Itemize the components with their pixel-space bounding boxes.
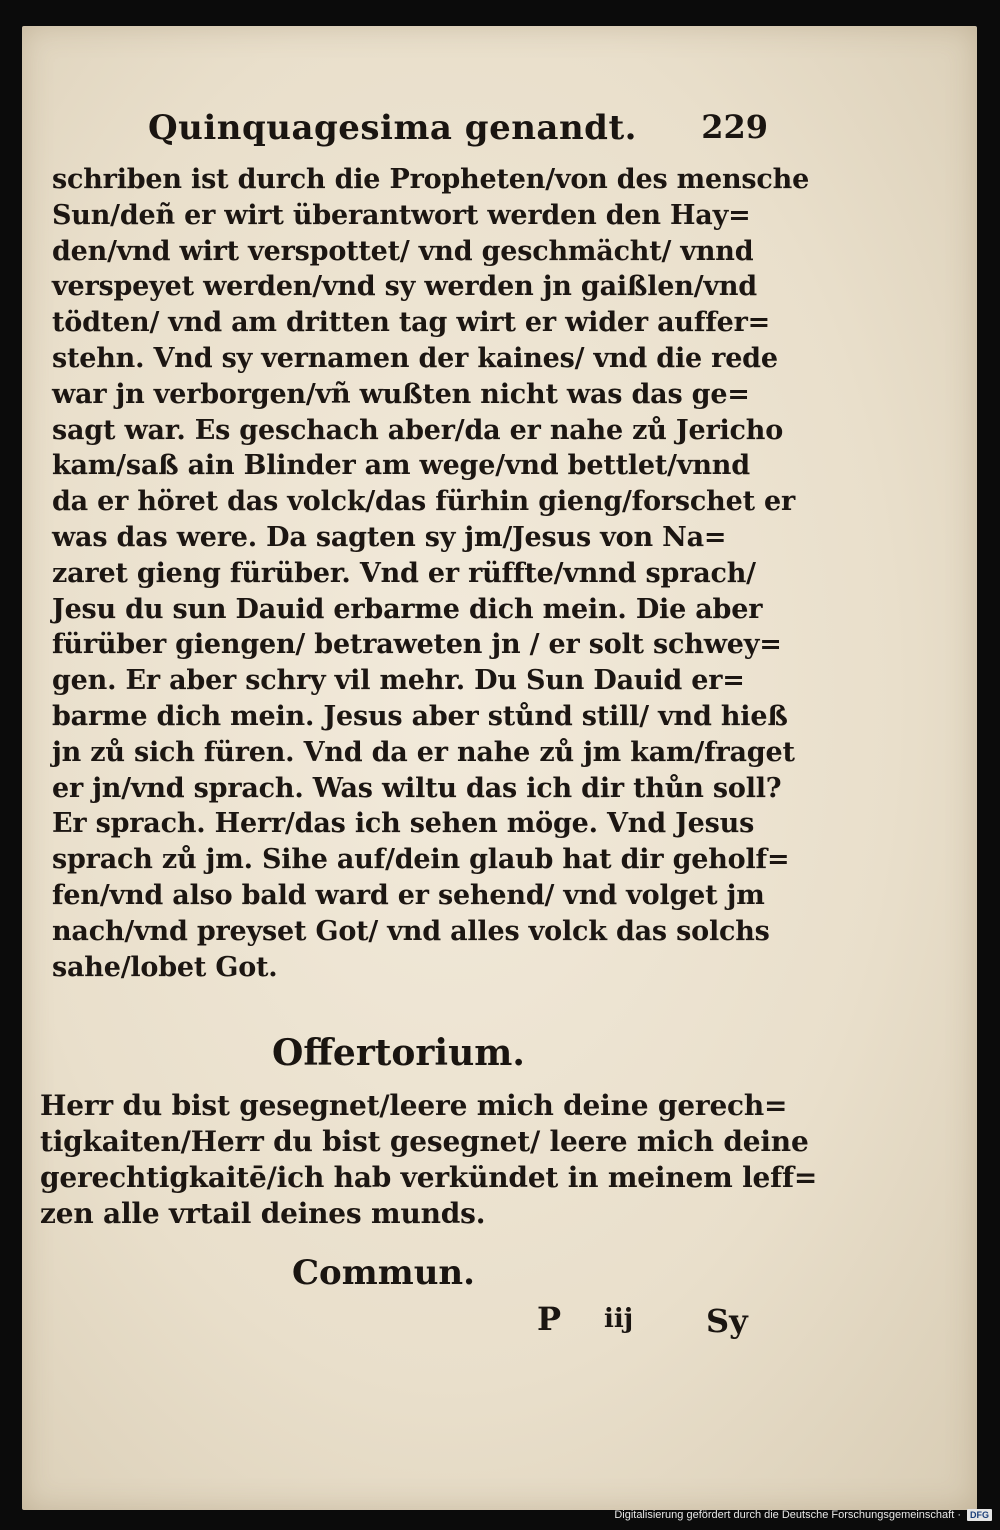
commun-heading: Commun.	[292, 1253, 475, 1293]
text-line: sprach zů jm. Sihe auf/dein glaub hat dir geholf=	[52, 844, 790, 876]
text-line: gerechtigkaitē/ich hab verkündet in meinem leff=	[40, 1161, 818, 1194]
signature-numeral: iij	[604, 1304, 634, 1334]
text-line: zen alle vrtail deines munds.	[40, 1197, 486, 1230]
text-line: Er sprach. Herr/das ich sehen möge. Vnd Jesus	[52, 808, 755, 840]
text-line: jn zů sich füren. Vnd da er nahe zů jm kam/fraget	[52, 736, 795, 768]
text-line: verspeyet werden/vnd sy werden jn gaißlen/vnd	[52, 271, 757, 303]
text-line: kam/saß ain Blinder am wege/vnd bettlet/vnnd	[52, 450, 750, 482]
text-line: sagt war. Es geschach aber/da er nahe zů Jericho	[52, 414, 784, 446]
running-title: Quinquagesima genandt.	[148, 108, 637, 148]
text-line: tödten/ vnd am dritten tag wirt er wider auffer=	[52, 307, 771, 339]
text-line: war jn verborgen/vñ wußten nicht was das ge=	[52, 378, 750, 410]
text-line: fürüber giengen/ betraweten jn / er solt schwey=	[52, 629, 782, 661]
dfg-credit-text: Digitalisierung gefördert durch die Deutsche Forschungsgemeinschaft ·	[614, 1509, 961, 1521]
text-line: barme dich mein. Jesus aber stůnd still/ vnd hieß	[52, 700, 788, 732]
text-line: den/vnd wirt verspottet/ vnd geschmächt/ vnnd	[52, 235, 754, 267]
offertorium-text-block	[40, 1088, 818, 1232]
text-line: fen/vnd also bald ward er sehend/ vnd volget jm	[52, 879, 765, 911]
text-line: da er höret das volck/das fürhin gieng/forschet er	[52, 486, 796, 518]
text-line: Jesu du sun Dauid erbarme dich mein. Die aber	[52, 593, 763, 625]
dfg-credit	[614, 1502, 992, 1528]
text-line: stehn. Vnd sy vernamen der kaines/ vnd die rede	[52, 342, 778, 374]
gospel-text-block	[52, 162, 810, 985]
text-line: gen. Er aber schry vil mehr. Du Sun Dauid er=	[52, 665, 745, 697]
text-line: Sun/deñ er wirt überantwort werden den Hay=	[52, 199, 751, 231]
offertorium-heading: Offertorium.	[272, 1032, 525, 1074]
text-line: nach/vnd preyset Got/ vnd alles volck das solchs	[52, 915, 770, 947]
catchword: Sy	[706, 1302, 748, 1340]
signature-letter: P	[537, 1300, 562, 1338]
text-line: zaret gieng fürüber. Vnd er rüffte/vnnd sprach/	[52, 557, 756, 589]
text-line: sahe/lobet Got.	[52, 951, 278, 983]
text-line: was das were. Da sagten sy jm/Jesus von Na=	[52, 521, 727, 553]
dfg-logo-icon: DFG	[967, 1509, 992, 1521]
text-line: schriben ist durch die Propheten/von des mensche	[52, 164, 810, 195]
page-header	[148, 108, 768, 160]
text-line: tigkaiten/Herr du bist gesegnet/ leere mich deine	[40, 1125, 809, 1158]
text-line: Herr du bist gesegnet/leere mich deine gerech=	[40, 1089, 788, 1122]
text-line: er jn/vnd sprach. Was wiltu das ich dir thůn soll?	[52, 772, 782, 804]
page-number: 229	[701, 108, 768, 146]
